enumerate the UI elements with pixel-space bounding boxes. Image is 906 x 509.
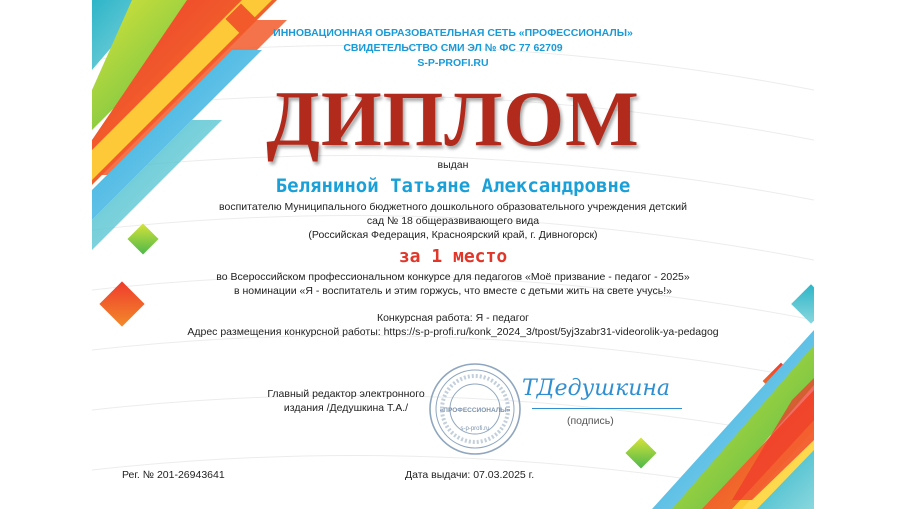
signature-caption: (подпись) <box>567 415 614 427</box>
registration-number: Рег. № 201-26943641 <box>122 469 225 481</box>
recipient-location: (Российская Федерация, Красноярский край, г. Дивногорск) <box>308 229 598 241</box>
recipient-name: Беляниной Татьяне Александровне <box>275 175 631 197</box>
recipient-position-line-2: сад № 18 общеразвивающего вида <box>366 215 540 227</box>
stamp-center-text: «ПРОФЕССИОНАЛЫ» <box>439 407 511 414</box>
editor-name: издания /Дедушкина Т.А./ <box>283 402 409 414</box>
media-registration: СВИДЕТЕЛЬСТВО СМИ ЭЛ № ФС 77 62709 <box>343 42 563 54</box>
work-address: Адрес размещения конкурсной работы: https://s-p-profi.ru/konk_2024_3/tpost/5yj3zabr31-videorolik-ya-pedagog <box>187 326 719 338</box>
issue-date: Дата выдачи: 07.03.2025 г. <box>405 469 535 481</box>
signature-underline <box>532 408 682 409</box>
diploma-certificate <box>92 0 814 509</box>
work-title: Конкурсная работа: Я - педагог <box>376 312 530 324</box>
award-place: за 1 место <box>398 246 508 267</box>
recipient-position-line-1: воспитателю Муниципального бюджетного дошкольного образовательного учреждения детский <box>219 201 687 213</box>
organization-name: ИННОВАЦИОННАЯ ОБРАЗОВАТЕЛЬНАЯ СЕТЬ «ПРОФЕССИОНАЛЫ» <box>273 27 633 39</box>
editor-title: Главный редактор электронного <box>267 388 425 400</box>
contest-nomination: в номинации «Я - воспитатель и этим горжусь, что вместе с детьми жить на свете учусь!» <box>233 285 673 297</box>
stamp-bottom-text: s-p-profi.ru <box>460 426 490 432</box>
site-address: S-P-PROFI.RU <box>417 57 489 69</box>
editor-signature: ТДедушкина <box>522 376 671 401</box>
issued-label: выдан <box>437 159 469 171</box>
contest-name: во Всероссийском профессиональном конкурсе для педагогов «Моё призвание - педагог - 2025» <box>216 271 690 283</box>
seal-stamp <box>428 362 522 456</box>
diploma-title: ДИПЛОМ <box>266 75 640 162</box>
